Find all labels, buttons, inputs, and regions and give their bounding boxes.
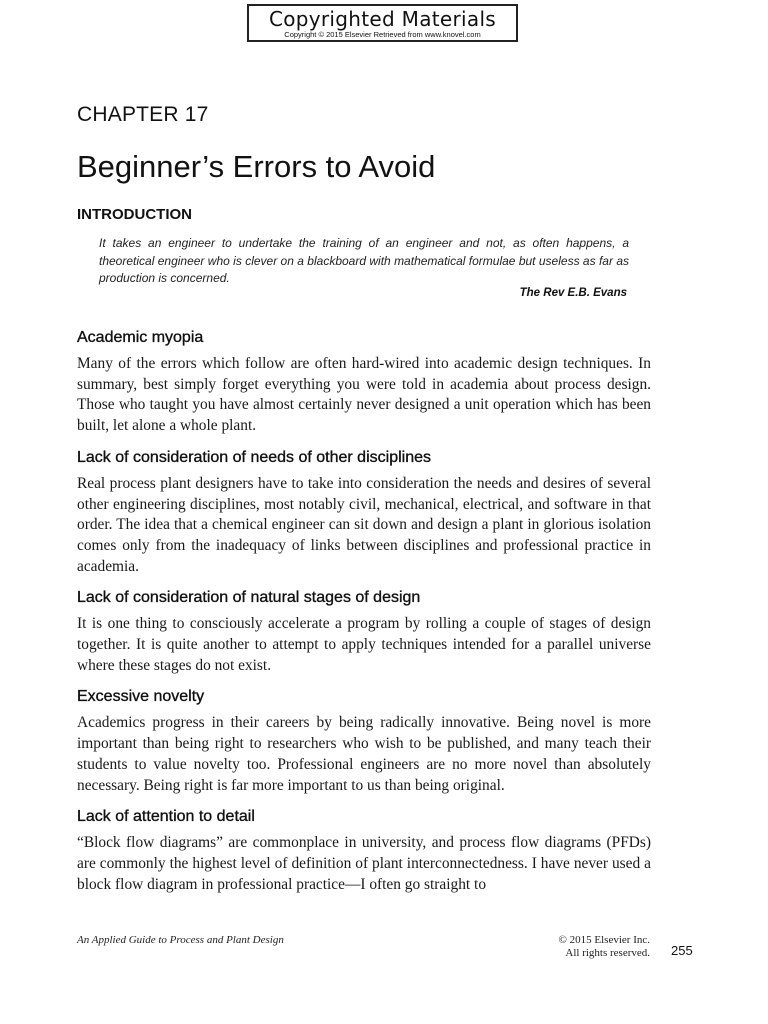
chapter-label: CHAPTER 17 [77,103,209,126]
section-body: Many of the errors which follow are often hard-wired into academic design techniques. In summary, best simply forget everything you were told in academia about process design. Those who taught you have almost certainly never designed a unit operation which has been built, let alone a whole plant. [77,355,651,435]
section-heading: Academic myopia [77,329,204,346]
introduction-heading: INTRODUCTION [77,206,192,223]
section-body: Real process plant designers have to take into consideration the needs and desires of several other engineering disciplines, most notably civil, mechanical, electrical, and software in that order. The idea that a chemical engineer can sit down and design a plant in glorious isolation comes only from the inadequacy of links between disciplines and professional practice in academia. [77,474,651,575]
watermark-title: Copyrighted Materials [268,7,497,31]
section-body: “Block flow diagrams” are commonplace in university, and process flow diagrams (PFDs) are commonly the highest level of definition of plant interconnectedness. I have never used a block flow diagram in professional practice—I often go straight to [77,834,651,893]
watermark-subtitle: Copyright © 2015 Elsevier Retrieved from www.knovel.com [284,30,481,39]
section-excessive-novelty [77,687,651,796]
chapter-title: Beginner’s Errors to Avoid [77,149,436,184]
section-stages-of-design [77,588,651,676]
copyright-watermark [247,4,518,42]
epigraph-attribution: The Rev E.B. Evans [519,287,627,299]
copyright-line-2: All rights reserved. [565,947,650,959]
copyright-line-1: © 2015 Elsevier Inc. [558,934,650,946]
section-body: It is one thing to consciously accelerate a program by rolling a couple of stages of design together. It is quite another to attempt to apply techniques intended for a parallel universe where these stages do not exist. [77,615,651,674]
epigraph-quote: It takes an engineer to undertake the training of an engineer and not, as often happens, a theoretical engineer who is clever on a blackboard with mathematical formulae but useless as far as production is concerned. [99,236,629,285]
section-heading: Lack of consideration of needs of other disciplines [77,448,431,466]
footer-book-title: An Applied Guide to Process and Plant Design [77,934,284,946]
page-number: 255 [671,943,693,958]
section-other-disciplines [77,448,651,578]
section-heading: Excessive novelty [77,688,205,706]
section-body: Academics progress in their careers by being radically innovative. Being novel is more important than being right to researchers who wish to be published, and many teach their students to value novelty too. Professional engineers are no more novel than absolutely necessary. Being right is far more important to us than being original. [77,714,651,794]
sections-list [77,328,651,906]
section-academic-myopia [77,328,651,437]
footer-copyright [559,934,650,960]
section-heading: Lack of consideration of natural stages of design [77,589,421,607]
section-heading: Lack of attention to detail [77,808,255,826]
section-attention-to-detail [77,807,651,895]
